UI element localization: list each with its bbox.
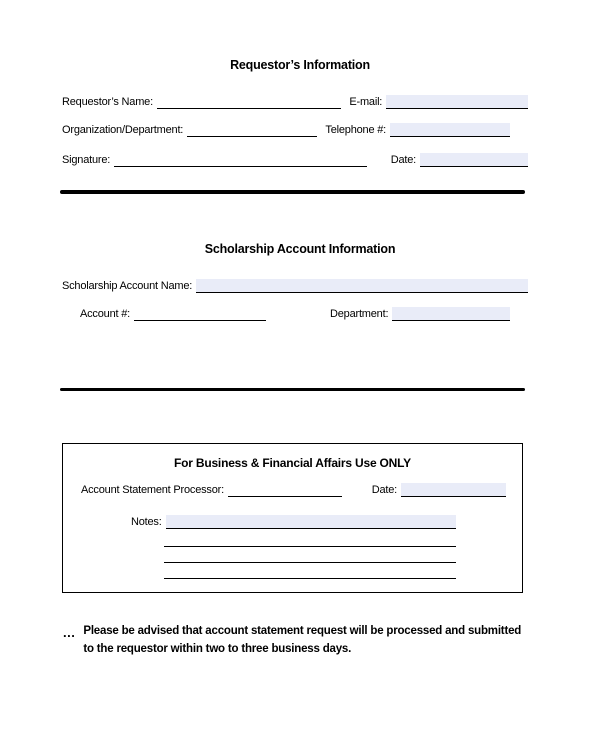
requestor-name-field[interactable] <box>157 95 341 109</box>
footer-note-text: Please be advised that account statement request will be processed and submitted to the requestor within two to three business days. <box>83 625 522 656</box>
department-label: Department: <box>329 308 389 320</box>
requestor-name-row <box>62 92 528 109</box>
scholarship-account-name-label: Scholarship Account Name: <box>62 280 193 292</box>
scholarship-section-title: Scholarship Account Information <box>204 242 396 256</box>
footer-note <box>63 622 525 659</box>
requestor-section-title: Requestor’s Information <box>230 58 370 72</box>
processor-label: Account Statement Processor: <box>81 484 224 496</box>
notes-line[interactable] <box>164 578 456 579</box>
notes-field[interactable] <box>166 515 456 529</box>
requestor-date-label: Date: <box>390 154 416 166</box>
organization-field[interactable] <box>187 123 317 137</box>
notes-line[interactable] <box>164 562 456 563</box>
notes-line[interactable] <box>164 546 456 547</box>
signature-row <box>62 150 528 167</box>
signature-field[interactable] <box>114 153 367 167</box>
office-use-box <box>62 443 523 593</box>
email-field[interactable] <box>386 95 528 109</box>
account-number-row <box>80 304 510 321</box>
department-field[interactable] <box>392 307 510 321</box>
processor-row <box>81 480 506 497</box>
organization-row <box>62 120 510 137</box>
processor-field[interactable] <box>228 483 342 497</box>
signature-label: Signature: <box>62 154 111 166</box>
organization-label: Organization/Department: <box>62 124 184 136</box>
requestor-name-label: Requestor’s Name: <box>62 96 153 108</box>
scholarship-account-name-field[interactable] <box>196 279 528 293</box>
scholarship-account-name-row <box>62 276 528 293</box>
notes-label: Notes: <box>131 516 162 528</box>
telephone-label: Telephone #: <box>325 124 386 136</box>
office-date-label: Date: <box>371 484 397 496</box>
email-label: E-mail: <box>349 96 383 108</box>
notes-row <box>131 512 456 529</box>
ellipsis-bullet-icon: ... <box>63 625 76 640</box>
account-number-field[interactable] <box>134 307 266 321</box>
section-divider-bottom <box>60 388 525 391</box>
telephone-field[interactable] <box>390 123 510 137</box>
office-date-field[interactable] <box>401 483 506 497</box>
office-use-title: For Business & Financial Affairs Use ONLY <box>174 456 411 470</box>
requestor-date-field[interactable] <box>420 153 528 167</box>
section-divider-top <box>60 190 525 194</box>
account-number-label: Account #: <box>80 308 130 320</box>
